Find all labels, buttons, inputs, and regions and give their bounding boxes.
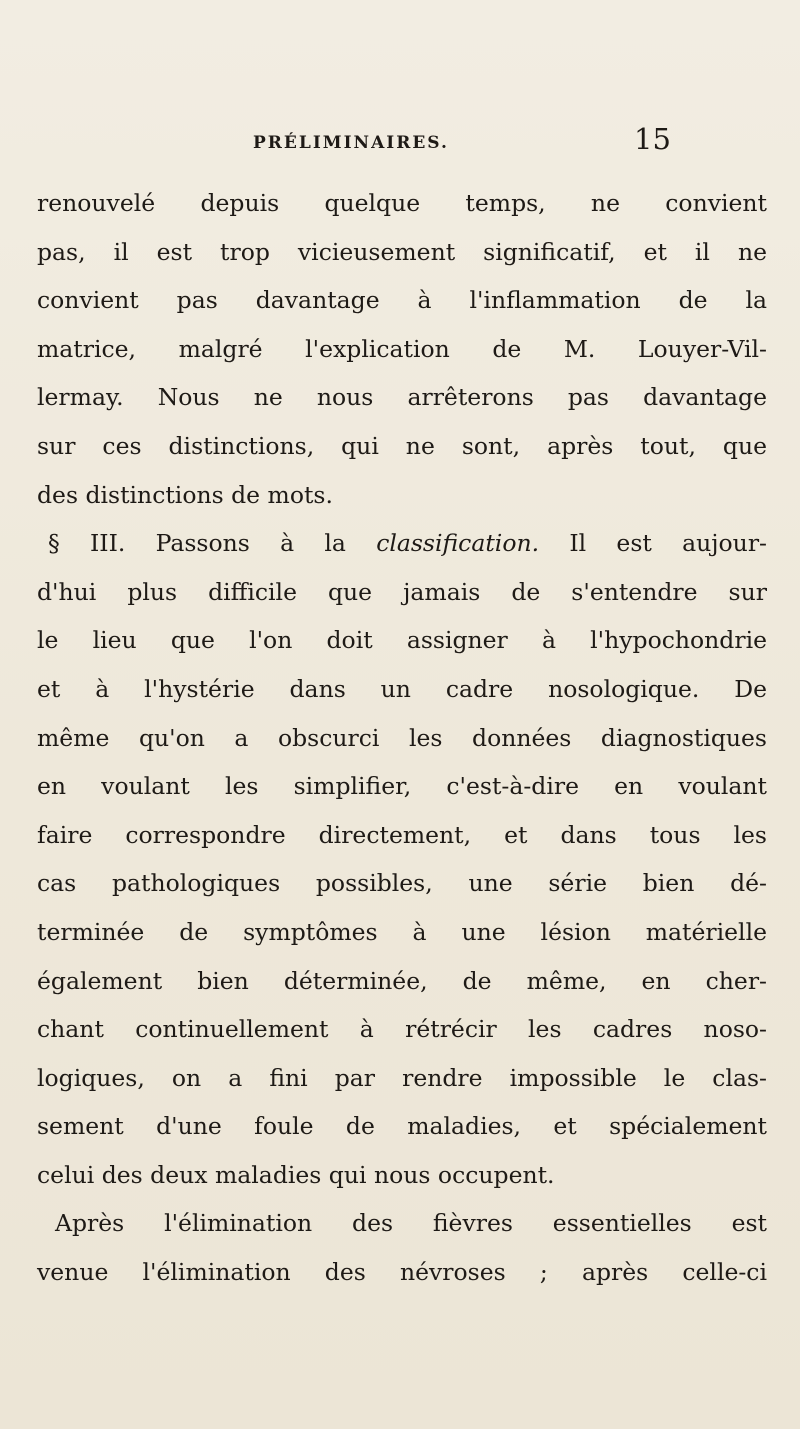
text-line: matrice, malgré l'explication de M. Louyer-Vil- bbox=[37, 334, 767, 363]
paragraph-1 bbox=[37, 179, 767, 519]
text-line: en voulant les simplifier, c'est-à-dire en voulant bbox=[37, 772, 767, 801]
text-line: sur ces distinctions, qui ne sont, après tout, que bbox=[37, 431, 767, 460]
paragraph-3 bbox=[37, 1199, 767, 1296]
text-line: également bien déterminée, de même, en cher- bbox=[37, 966, 767, 995]
text-line: venue l'élimination des névroses ; après celle-ci bbox=[37, 1258, 767, 1287]
section-keyword: classification. bbox=[376, 529, 540, 558]
page-number: 15 bbox=[634, 122, 671, 156]
text-line: renouvelé depuis quelque temps, ne convient bbox=[37, 189, 767, 217]
paragraph-2 bbox=[37, 519, 767, 1199]
text-line: pas, il est trop vicieusement significatif, et il ne bbox=[37, 237, 767, 266]
text-line: même qu'on a obscurci les données diagnostiques bbox=[37, 723, 767, 752]
text-line: d'hui plus difficile que jamais de s'entendre sur bbox=[37, 577, 767, 606]
text-line: le lieu que l'on doit assigner à l'hypochondrie bbox=[37, 626, 767, 655]
text-line: logiques, on a fini par rendre impossible le clas- bbox=[37, 1063, 767, 1092]
text-line: celui des deux maladies qui nous occupent. bbox=[37, 1160, 555, 1189]
text-line: des distinctions de mots. bbox=[37, 480, 333, 509]
section-mark: § III. Passons à la bbox=[48, 529, 346, 558]
text-line: faire correspondre directement, et dans tous les bbox=[37, 820, 767, 849]
text-line: terminée de symptômes à une lésion matérielle bbox=[37, 917, 767, 946]
text-line: sement d'une foule de maladies, et spécialement bbox=[37, 1112, 767, 1141]
text-line: convient pas davantage à l'inflammation de la bbox=[37, 286, 767, 315]
text-line: cas pathologiques possibles, une série bien dé- bbox=[37, 869, 767, 898]
section-rest: Il est aujour- bbox=[569, 529, 767, 558]
text-line: et à l'hystérie dans un cadre nosologique. De bbox=[37, 674, 767, 703]
text-line: lermay. Nous ne nous arrêterons pas davantage bbox=[37, 383, 767, 412]
running-head: PRÉLIMINAIRES. bbox=[253, 133, 449, 153]
text-line: chant continuellement à rétrécir les cadres noso- bbox=[37, 1015, 767, 1044]
page-header bbox=[0, 122, 800, 178]
text-line: Après l'élimination des fièvres essentielles est bbox=[55, 1209, 767, 1238]
body-text bbox=[37, 179, 767, 1297]
section-heading-line bbox=[37, 519, 767, 568]
